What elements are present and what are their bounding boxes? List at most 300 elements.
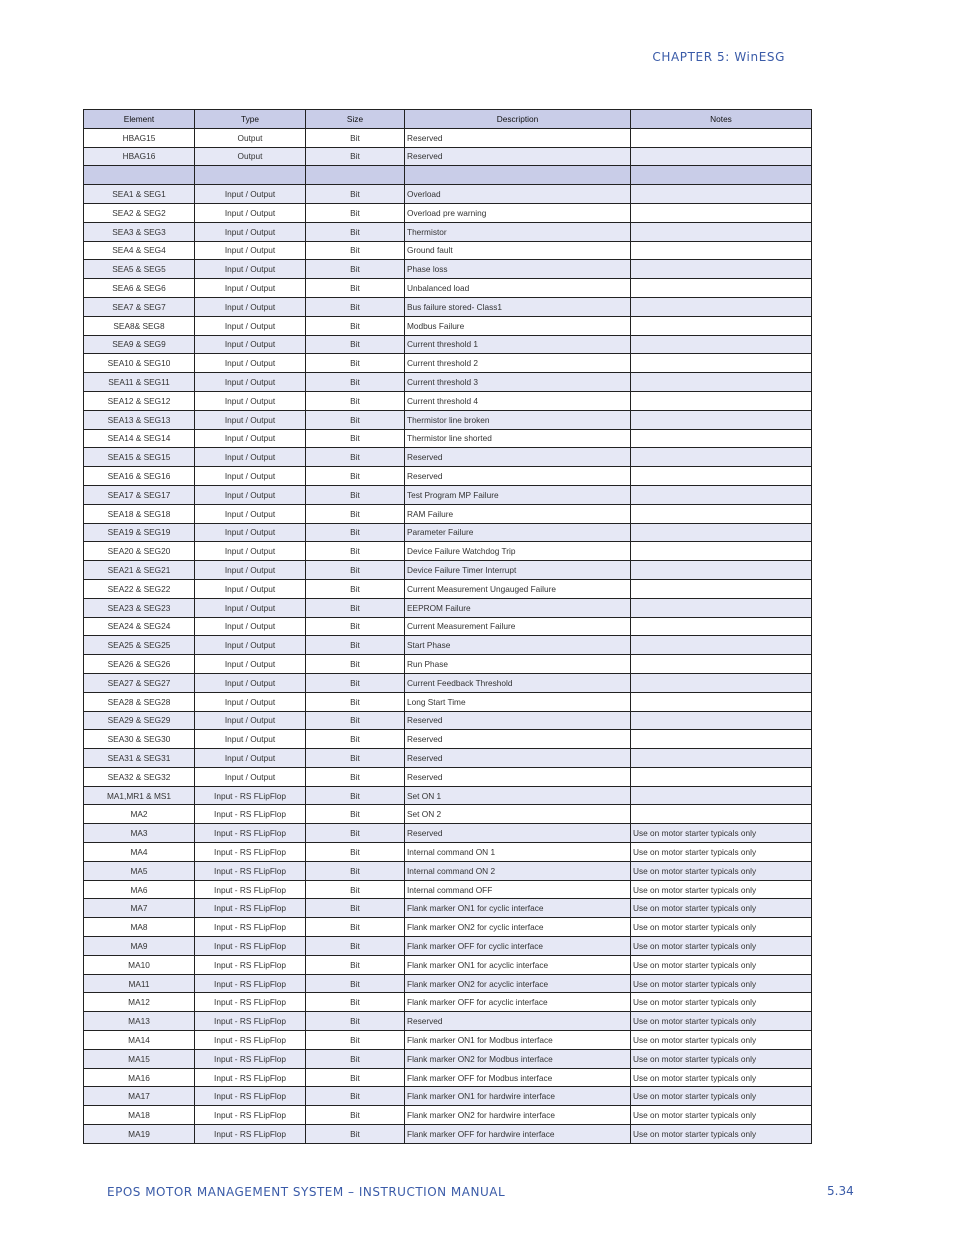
cell-size: Bit xyxy=(306,880,405,899)
cell-description: Internal command ON 2 xyxy=(405,861,631,880)
cell-notes: Use on motor starter typicals only xyxy=(631,1068,812,1087)
table-row xyxy=(84,617,812,636)
cell-type: Input / Output xyxy=(195,730,306,749)
cell-notes xyxy=(631,767,812,786)
table-row xyxy=(84,222,812,241)
cell-notes xyxy=(631,410,812,429)
cell-size: Bit xyxy=(306,542,405,561)
cell-description: Test Program MP Failure xyxy=(405,485,631,504)
cell-element: SEA9 & SEG9 xyxy=(84,335,195,354)
cell-description: Flank marker ON2 for hardwire interface xyxy=(405,1106,631,1125)
cell-notes xyxy=(631,561,812,580)
cell-type: Input - RS FLipFlop xyxy=(195,974,306,993)
cell-element: MA16 xyxy=(84,1068,195,1087)
cell-size: Bit xyxy=(306,786,405,805)
table-row xyxy=(84,279,812,298)
cell-notes xyxy=(631,279,812,298)
cell-size: Bit xyxy=(306,767,405,786)
cell-notes xyxy=(631,579,812,598)
cell-element: SEA15 & SEG15 xyxy=(84,448,195,467)
cell-type: Input - RS FLipFlop xyxy=(195,937,306,956)
cell-description: Phase loss xyxy=(405,260,631,279)
cell-description: Current Measurement Ungauged Failure xyxy=(405,579,631,598)
table-row xyxy=(84,1068,812,1087)
cell-notes xyxy=(631,711,812,730)
cell-type: Input / Output xyxy=(195,467,306,486)
cell-size: Bit xyxy=(306,335,405,354)
table-row xyxy=(84,598,812,617)
cell-notes xyxy=(631,354,812,373)
cell-type: Input - RS FLipFlop xyxy=(195,786,306,805)
cell-description: Overload xyxy=(405,185,631,204)
cell-description: Reserved xyxy=(405,730,631,749)
cell-notes: Use on motor starter typicals only xyxy=(631,918,812,937)
cell-notes xyxy=(631,504,812,523)
cell-type: Input / Output xyxy=(195,767,306,786)
cell-size: Bit xyxy=(306,993,405,1012)
cell-description: Start Phase xyxy=(405,636,631,655)
cell-element: SEA20 & SEG20 xyxy=(84,542,195,561)
cell-description: Reserved xyxy=(405,467,631,486)
cell-description: Current threshold 4 xyxy=(405,391,631,410)
table-row xyxy=(84,561,812,580)
cell-element: SEA11 & SEG11 xyxy=(84,373,195,392)
cell-element: SEA19 & SEG19 xyxy=(84,523,195,542)
cell-description: Overload pre warning xyxy=(405,203,631,222)
cell-element: SEA21 & SEG21 xyxy=(84,561,195,580)
page-number: 5.34 xyxy=(827,1184,854,1198)
cell-element: SEA6 & SEG6 xyxy=(84,279,195,298)
cell-element: SEA18 & SEG18 xyxy=(84,504,195,523)
cell-size: Bit xyxy=(306,730,405,749)
cell-element: SEA1 & SEG1 xyxy=(84,185,195,204)
cell-element: MA18 xyxy=(84,1106,195,1125)
cell-size: Bit xyxy=(306,673,405,692)
cell-size: Bit xyxy=(306,749,405,768)
table-row xyxy=(84,880,812,899)
table-row xyxy=(84,805,812,824)
cell-element: SEA17 & SEG17 xyxy=(84,485,195,504)
cell-type: Input / Output xyxy=(195,279,306,298)
table-row xyxy=(84,128,812,147)
table-row xyxy=(84,955,812,974)
cell-size: Bit xyxy=(306,410,405,429)
column-header-description: Description xyxy=(405,110,631,129)
cell-size: Bit xyxy=(306,260,405,279)
cell-size: Bit xyxy=(306,467,405,486)
cell-element: HBAG16 xyxy=(84,147,195,166)
cell-size: Bit xyxy=(306,203,405,222)
table-row xyxy=(84,1087,812,1106)
cell-element: SEA14 & SEG14 xyxy=(84,429,195,448)
table-row xyxy=(84,504,812,523)
table-row xyxy=(84,730,812,749)
table-row xyxy=(84,448,812,467)
cell-element: SEA5 & SEG5 xyxy=(84,260,195,279)
cell-type: Input / Output xyxy=(195,655,306,674)
cell-description: Device Failure Watchdog Trip xyxy=(405,542,631,561)
cell-size: Bit xyxy=(306,805,405,824)
cell-description: Reserved xyxy=(405,128,631,147)
cell-description: Modbus Failure xyxy=(405,316,631,335)
table-row xyxy=(84,861,812,880)
table-row xyxy=(84,974,812,993)
cell-description: Reserved xyxy=(405,749,631,768)
cell-element: SEA3 & SEG3 xyxy=(84,222,195,241)
table-row xyxy=(84,542,812,561)
table-row xyxy=(84,1125,812,1144)
cell-size: Bit xyxy=(306,128,405,147)
cell-description: Current threshold 3 xyxy=(405,373,631,392)
cell-description: Flank marker ON1 for cyclic interface xyxy=(405,899,631,918)
cell-notes xyxy=(631,786,812,805)
cell-size: Bit xyxy=(306,617,405,636)
cell-type: Input / Output xyxy=(195,523,306,542)
cell-size: Bit xyxy=(306,373,405,392)
cell-element: SEA24 & SEG24 xyxy=(84,617,195,636)
cell-size: Bit xyxy=(306,485,405,504)
table-row xyxy=(84,354,812,373)
cell-description: Flank marker ON1 for hardwire interface xyxy=(405,1087,631,1106)
cell-notes xyxy=(631,598,812,617)
cell-size: Bit xyxy=(306,147,405,166)
table-row xyxy=(84,1106,812,1125)
cell-type: Input / Output xyxy=(195,335,306,354)
cell-type: Input / Output xyxy=(195,542,306,561)
cell-description: Thermistor line broken xyxy=(405,410,631,429)
cell-element: SEA13 & SEG13 xyxy=(84,410,195,429)
cell-notes xyxy=(631,673,812,692)
cell-size: Bit xyxy=(306,448,405,467)
cell-description: Set ON 2 xyxy=(405,805,631,824)
cell-notes xyxy=(631,692,812,711)
table-row xyxy=(84,391,812,410)
cell-description: Reserved xyxy=(405,147,631,166)
table-row xyxy=(84,918,812,937)
cell-size: Bit xyxy=(306,1049,405,1068)
cell-type: Input - RS FLipFlop xyxy=(195,880,306,899)
cell-description: Thermistor xyxy=(405,222,631,241)
cell-description: Reserved xyxy=(405,1012,631,1031)
cell-description: Reserved xyxy=(405,448,631,467)
table-row xyxy=(84,937,812,956)
cell-element: MA13 xyxy=(84,1012,195,1031)
cell-size: Bit xyxy=(306,711,405,730)
cell-notes xyxy=(631,749,812,768)
cell-notes xyxy=(631,429,812,448)
cell-type: Input - RS FLipFlop xyxy=(195,1012,306,1031)
cell-description: Reserved xyxy=(405,711,631,730)
cell-size: Bit xyxy=(306,824,405,843)
cell-element: MA19 xyxy=(84,1125,195,1144)
cell-element: MA5 xyxy=(84,861,195,880)
table-row xyxy=(84,373,812,392)
cell-notes xyxy=(631,391,812,410)
chapter-heading: CHAPTER 5: WinESG xyxy=(652,50,785,64)
table-body xyxy=(84,128,812,1143)
cell-description: Bus failure stored- Class1 xyxy=(405,297,631,316)
cell-element: MA15 xyxy=(84,1049,195,1068)
column-header-notes: Notes xyxy=(631,110,812,129)
cell-element: SEA32 & SEG32 xyxy=(84,767,195,786)
cell-size: Bit xyxy=(306,843,405,862)
cell-type: Input / Output xyxy=(195,504,306,523)
cell-element: SEA31 & SEG31 xyxy=(84,749,195,768)
cell-description: EEPROM Failure xyxy=(405,598,631,617)
cell-type: Input / Output xyxy=(195,203,306,222)
cell-description: Long Start Time xyxy=(405,692,631,711)
cell-type: Input - RS FLipFlop xyxy=(195,993,306,1012)
cell-type: Input / Output xyxy=(195,561,306,580)
cell-notes xyxy=(631,128,812,147)
cell-type: Input - RS FLipFlop xyxy=(195,955,306,974)
cell-element: SEA16 & SEG16 xyxy=(84,467,195,486)
cell-notes: Use on motor starter typicals only xyxy=(631,843,812,862)
cell-size: Bit xyxy=(306,279,405,298)
cell-element: SEA8& SEG8 xyxy=(84,316,195,335)
cell-type xyxy=(195,166,306,185)
cell-element: SEA25 & SEG25 xyxy=(84,636,195,655)
cell-element: MA8 xyxy=(84,918,195,937)
cell-size: Bit xyxy=(306,937,405,956)
cell-element: MA10 xyxy=(84,955,195,974)
cell-type: Input / Output xyxy=(195,391,306,410)
cell-size: Bit xyxy=(306,354,405,373)
cell-element: MA1,MR1 & MS1 xyxy=(84,786,195,805)
cell-element: SEA2 & SEG2 xyxy=(84,203,195,222)
cell-type: Input / Output xyxy=(195,598,306,617)
cell-type: Input - RS FLipFlop xyxy=(195,1106,306,1125)
cell-notes: Use on motor starter typicals only xyxy=(631,1106,812,1125)
cell-element: SEA23 & SEG23 xyxy=(84,598,195,617)
table-header-row xyxy=(84,110,812,129)
cell-size: Bit xyxy=(306,1068,405,1087)
table-row xyxy=(84,1049,812,1068)
register-table xyxy=(83,109,812,1144)
cell-description: Ground fault xyxy=(405,241,631,260)
cell-notes: Use on motor starter typicals only xyxy=(631,1125,812,1144)
cell-size: Bit xyxy=(306,598,405,617)
cell-element: SEA12 & SEG12 xyxy=(84,391,195,410)
cell-size: Bit xyxy=(306,391,405,410)
table-row xyxy=(84,523,812,542)
cell-notes xyxy=(631,260,812,279)
cell-size: Bit xyxy=(306,297,405,316)
cell-description: Thermistor line shorted xyxy=(405,429,631,448)
cell-type: Output xyxy=(195,128,306,147)
cell-type: Input - RS FLipFlop xyxy=(195,1068,306,1087)
cell-notes xyxy=(631,805,812,824)
cell-description: Device Failure Timer Interrupt xyxy=(405,561,631,580)
cell-element: SEA27 & SEG27 xyxy=(84,673,195,692)
table-row xyxy=(84,692,812,711)
cell-size: Bit xyxy=(306,955,405,974)
cell-notes xyxy=(631,617,812,636)
cell-type: Input / Output xyxy=(195,448,306,467)
cell-size: Bit xyxy=(306,974,405,993)
cell-size: Bit xyxy=(306,1012,405,1031)
table-row xyxy=(84,655,812,674)
cell-type: Input / Output xyxy=(195,316,306,335)
cell-type: Input - RS FLipFlop xyxy=(195,824,306,843)
table-row xyxy=(84,166,812,185)
cell-notes xyxy=(631,542,812,561)
cell-element: SEA7 & SEG7 xyxy=(84,297,195,316)
cell-notes xyxy=(631,316,812,335)
cell-notes: Use on motor starter typicals only xyxy=(631,974,812,993)
cell-notes: Use on motor starter typicals only xyxy=(631,1031,812,1050)
cell-description: RAM Failure xyxy=(405,504,631,523)
manual-title: EPOS MOTOR MANAGEMENT SYSTEM – INSTRUCTION MANUAL xyxy=(107,1185,506,1199)
cell-description: Reserved xyxy=(405,824,631,843)
cell-notes xyxy=(631,448,812,467)
cell-element: MA9 xyxy=(84,937,195,956)
cell-size: Bit xyxy=(306,316,405,335)
cell-size: Bit xyxy=(306,504,405,523)
cell-size: Bit xyxy=(306,241,405,260)
cell-type: Input / Output xyxy=(195,354,306,373)
cell-type: Input - RS FLipFlop xyxy=(195,899,306,918)
cell-notes xyxy=(631,203,812,222)
table-row xyxy=(84,335,812,354)
cell-description: Flank marker ON2 for cyclic interface xyxy=(405,918,631,937)
cell-size: Bit xyxy=(306,918,405,937)
table-row xyxy=(84,673,812,692)
cell-size: Bit xyxy=(306,429,405,448)
cell-element: SEA22 & SEG22 xyxy=(84,579,195,598)
cell-element: MA7 xyxy=(84,899,195,918)
cell-size: Bit xyxy=(306,523,405,542)
cell-description: Flank marker OFF for Modbus interface xyxy=(405,1068,631,1087)
cell-element xyxy=(84,166,195,185)
table-row xyxy=(84,824,812,843)
cell-notes xyxy=(631,373,812,392)
cell-size: Bit xyxy=(306,561,405,580)
cell-notes: Use on motor starter typicals only xyxy=(631,880,812,899)
cell-size: Bit xyxy=(306,1031,405,1050)
cell-type: Input / Output xyxy=(195,579,306,598)
cell-type: Input / Output xyxy=(195,636,306,655)
cell-element: SEA28 & SEG28 xyxy=(84,692,195,711)
cell-type: Input / Output xyxy=(195,673,306,692)
table-row xyxy=(84,260,812,279)
cell-notes: Use on motor starter typicals only xyxy=(631,1087,812,1106)
cell-type: Input - RS FLipFlop xyxy=(195,805,306,824)
cell-element: HBAG15 xyxy=(84,128,195,147)
cell-element: SEA29 & SEG29 xyxy=(84,711,195,730)
cell-description: Flank marker OFF for cyclic interface xyxy=(405,937,631,956)
cell-notes xyxy=(631,335,812,354)
cell-element: MA12 xyxy=(84,993,195,1012)
cell-notes: Use on motor starter typicals only xyxy=(631,993,812,1012)
table-row xyxy=(84,467,812,486)
cell-notes xyxy=(631,147,812,166)
cell-notes: Use on motor starter typicals only xyxy=(631,899,812,918)
table-row xyxy=(84,316,812,335)
cell-notes xyxy=(631,185,812,204)
cell-type: Input / Output xyxy=(195,429,306,448)
column-header-type: Type xyxy=(195,110,306,129)
table-row xyxy=(84,241,812,260)
table-row xyxy=(84,147,812,166)
table-row xyxy=(84,485,812,504)
cell-description: Flank marker ON2 for Modbus interface xyxy=(405,1049,631,1068)
cell-notes: Use on motor starter typicals only xyxy=(631,824,812,843)
cell-description: Flank marker OFF for hardwire interface xyxy=(405,1125,631,1144)
cell-element: MA3 xyxy=(84,824,195,843)
cell-size: Bit xyxy=(306,185,405,204)
cell-size: Bit xyxy=(306,222,405,241)
cell-type: Output xyxy=(195,147,306,166)
cell-size: Bit xyxy=(306,1106,405,1125)
cell-element: MA4 xyxy=(84,843,195,862)
cell-description: Current Feedback Threshold xyxy=(405,673,631,692)
table-row xyxy=(84,843,812,862)
cell-type: Input / Output xyxy=(195,692,306,711)
table-row xyxy=(84,711,812,730)
cell-element: MA11 xyxy=(84,974,195,993)
cell-size: Bit xyxy=(306,1087,405,1106)
cell-type: Input - RS FLipFlop xyxy=(195,1031,306,1050)
cell-description: Set ON 1 xyxy=(405,786,631,805)
cell-type: Input - RS FLipFlop xyxy=(195,1087,306,1106)
column-header-size: Size xyxy=(306,110,405,129)
cell-element: MA17 xyxy=(84,1087,195,1106)
cell-element: SEA4 & SEG4 xyxy=(84,241,195,260)
cell-notes xyxy=(631,297,812,316)
cell-description: Reserved xyxy=(405,767,631,786)
table-row xyxy=(84,429,812,448)
cell-notes: Use on motor starter typicals only xyxy=(631,1049,812,1068)
cell-description: Flank marker ON1 for acyclic interface xyxy=(405,955,631,974)
cell-size: Bit xyxy=(306,1125,405,1144)
cell-notes xyxy=(631,730,812,749)
table-row xyxy=(84,297,812,316)
cell-type: Input / Output xyxy=(195,241,306,260)
table-row xyxy=(84,185,812,204)
cell-type: Input / Output xyxy=(195,617,306,636)
cell-description: Parameter Failure xyxy=(405,523,631,542)
cell-element: MA2 xyxy=(84,805,195,824)
cell-description: Flank marker ON2 for acyclic interface xyxy=(405,974,631,993)
cell-notes xyxy=(631,467,812,486)
table-row xyxy=(84,767,812,786)
cell-description: Unbalanced load xyxy=(405,279,631,298)
table-row xyxy=(84,636,812,655)
table-row xyxy=(84,749,812,768)
cell-type: Input / Output xyxy=(195,410,306,429)
cell-type: Input / Output xyxy=(195,185,306,204)
cell-description xyxy=(405,166,631,185)
cell-element: SEA10 & SEG10 xyxy=(84,354,195,373)
cell-size: Bit xyxy=(306,899,405,918)
cell-description: Flank marker OFF for acyclic interface xyxy=(405,993,631,1012)
cell-notes xyxy=(631,166,812,185)
cell-description: Internal command ON 1 xyxy=(405,843,631,862)
column-header-element: Element xyxy=(84,110,195,129)
table-row xyxy=(84,993,812,1012)
cell-size: Bit xyxy=(306,636,405,655)
table-row xyxy=(84,203,812,222)
cell-size: Bit xyxy=(306,655,405,674)
cell-type: Input / Output xyxy=(195,373,306,392)
cell-size: Bit xyxy=(306,861,405,880)
cell-notes xyxy=(631,523,812,542)
cell-type: Input - RS FLipFlop xyxy=(195,918,306,937)
cell-element: MA14 xyxy=(84,1031,195,1050)
cell-description: Current threshold 2 xyxy=(405,354,631,373)
cell-type: Input / Output xyxy=(195,749,306,768)
